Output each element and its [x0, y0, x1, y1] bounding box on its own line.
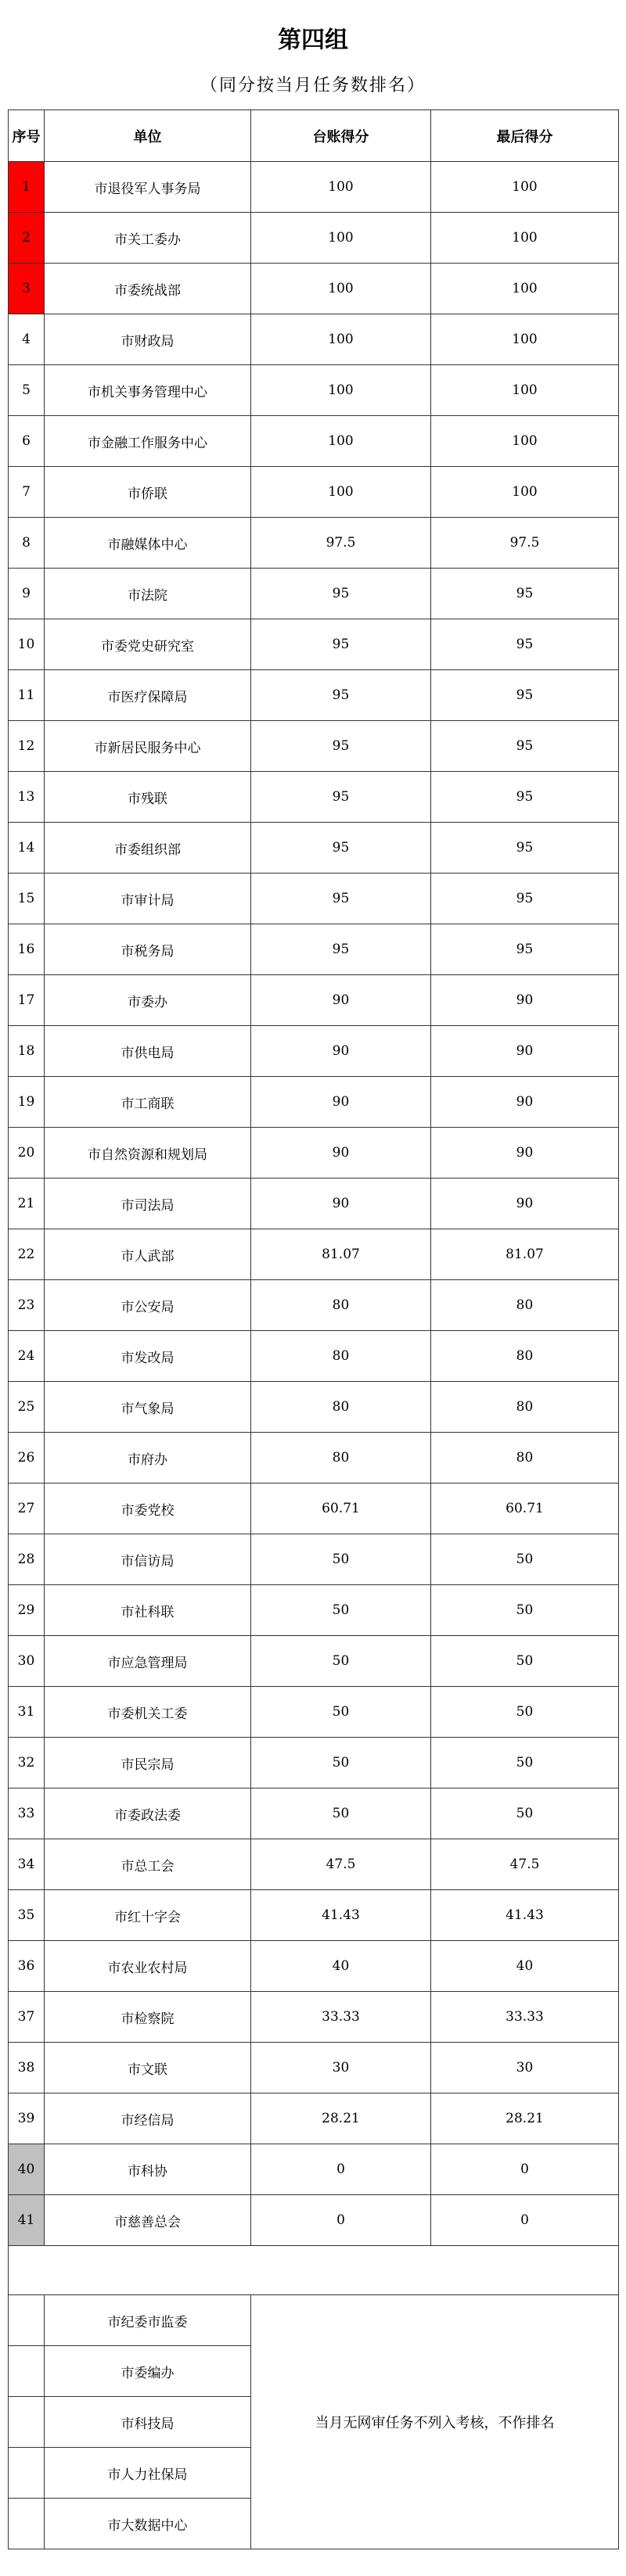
row-unit-cell: 市人武部 [45, 1229, 251, 1280]
row-unit-cell: 市文联 [45, 2043, 251, 2093]
row-seq-cell: 1 [9, 162, 45, 213]
row-ledger-score-cell: 100 [251, 162, 431, 213]
table-row [9, 1229, 619, 1280]
row-ledger-score-cell: 95 [251, 874, 431, 924]
table-row [9, 416, 619, 467]
row-final-score-cell: 100 [431, 365, 619, 416]
row-seq-cell: 23 [9, 1280, 45, 1331]
row-ledger-score-cell: 90 [251, 1128, 431, 1179]
row-seq-cell: 28 [9, 1534, 45, 1585]
row-seq-cell: 26 [9, 1433, 45, 1484]
row-final-score-cell: 47.5 [431, 1839, 619, 1890]
row-final-score-cell: 90 [431, 1179, 619, 1229]
row-unit-cell: 市检察院 [45, 1992, 251, 2043]
row-final-score-cell: 95 [431, 670, 619, 721]
unranked-seq-cell [9, 2397, 45, 2448]
row-unit-cell: 市新居民服务中心 [45, 721, 251, 772]
row-unit-cell: 市委党史研究室 [45, 619, 251, 670]
row-unit-cell: 市侨联 [45, 467, 251, 518]
row-seq-cell: 37 [9, 1992, 45, 2043]
row-seq-cell: 15 [9, 874, 45, 924]
row-unit-cell: 市司法局 [45, 1179, 251, 1229]
row-seq-cell: 10 [9, 619, 45, 670]
row-ledger-score-cell: 0 [251, 2195, 431, 2246]
table-row [9, 1128, 619, 1179]
unranked-seq-cell [9, 2295, 45, 2346]
unranked-unit-cell: 市人力社保局 [45, 2448, 251, 2499]
row-seq-cell: 18 [9, 1026, 45, 1077]
unranked-row [9, 2295, 619, 2346]
row-unit-cell: 市社科联 [45, 1585, 251, 1636]
table-row [9, 721, 619, 772]
row-seq-cell: 19 [9, 1077, 45, 1128]
row-ledger-score-cell: 40 [251, 1941, 431, 1992]
row-ledger-score-cell: 50 [251, 1788, 431, 1839]
row-ledger-score-cell: 100 [251, 213, 431, 264]
row-unit-cell: 市公安局 [45, 1280, 251, 1331]
row-ledger-score-cell: 50 [251, 1687, 431, 1738]
row-unit-cell: 市融媒体中心 [45, 518, 251, 569]
row-final-score-cell: 100 [431, 213, 619, 264]
table-row [9, 823, 619, 874]
row-final-score-cell: 41.43 [431, 1890, 619, 1941]
unranked-unit-cell: 市大数据中心 [45, 2499, 251, 2549]
row-seq-cell: 22 [9, 1229, 45, 1280]
row-seq-cell: 4 [9, 314, 45, 365]
row-ledger-score-cell: 95 [251, 721, 431, 772]
table-row [9, 2093, 619, 2144]
row-unit-cell: 市关工委办 [45, 213, 251, 264]
row-seq-cell: 30 [9, 1636, 45, 1687]
row-ledger-score-cell: 80 [251, 1433, 431, 1484]
table-row [9, 1534, 619, 1585]
row-ledger-score-cell: 41.43 [251, 1890, 431, 1941]
row-seq-cell: 12 [9, 721, 45, 772]
table-row [9, 569, 619, 619]
row-unit-cell: 市府办 [45, 1433, 251, 1484]
table-row [9, 213, 619, 264]
table-row [9, 1433, 619, 1484]
row-unit-cell: 市退役军人事务局 [45, 162, 251, 213]
row-ledger-score-cell: 100 [251, 416, 431, 467]
row-ledger-score-cell: 50 [251, 1585, 431, 1636]
row-seq-cell: 40 [9, 2144, 45, 2195]
table-row [9, 1941, 619, 1992]
row-final-score-cell: 90 [431, 1026, 619, 1077]
row-final-score-cell: 0 [431, 2195, 619, 2246]
row-seq-cell: 2 [9, 213, 45, 264]
score-table [8, 109, 619, 2549]
blank-cell [9, 2246, 619, 2295]
row-final-score-cell: 80 [431, 1331, 619, 1382]
table-row [9, 924, 619, 975]
row-seq-cell: 17 [9, 975, 45, 1026]
table-row [9, 1585, 619, 1636]
row-final-score-cell: 100 [431, 467, 619, 518]
row-final-score-cell: 28.21 [431, 2093, 619, 2144]
row-seq-cell: 5 [9, 365, 45, 416]
row-seq-cell: 33 [9, 1788, 45, 1839]
row-ledger-score-cell: 80 [251, 1331, 431, 1382]
row-ledger-score-cell: 80 [251, 1280, 431, 1331]
row-unit-cell: 市气象局 [45, 1382, 251, 1433]
row-unit-cell: 市信访局 [45, 1534, 251, 1585]
table-row [9, 1992, 619, 2043]
row-unit-cell: 市红十字会 [45, 1890, 251, 1941]
table-row [9, 874, 619, 924]
row-final-score-cell: 50 [431, 1687, 619, 1738]
header-ledger-score: 台账得分 [251, 110, 431, 162]
row-final-score-cell: 0 [431, 2144, 619, 2195]
table-row [9, 2195, 619, 2246]
row-ledger-score-cell: 28.21 [251, 2093, 431, 2144]
row-final-score-cell: 80 [431, 1280, 619, 1331]
row-unit-cell: 市发改局 [45, 1331, 251, 1382]
row-seq-cell: 29 [9, 1585, 45, 1636]
row-unit-cell: 市供电局 [45, 1026, 251, 1077]
row-ledger-score-cell: 90 [251, 975, 431, 1026]
table-row [9, 314, 619, 365]
row-unit-cell: 市审计局 [45, 874, 251, 924]
row-unit-cell: 市委党校 [45, 1484, 251, 1534]
row-ledger-score-cell: 95 [251, 823, 431, 874]
blank-row [9, 2246, 619, 2295]
row-final-score-cell: 50 [431, 1788, 619, 1839]
table-row [9, 1179, 619, 1229]
header-seq: 序号 [9, 110, 45, 162]
row-unit-cell: 市委办 [45, 975, 251, 1026]
page-title: 第四组 [278, 27, 348, 54]
unranked-note: 当月无网审任务不列入考核，不作排名 [251, 2295, 619, 2549]
table-body [9, 162, 619, 2549]
row-seq-cell: 21 [9, 1179, 45, 1229]
row-unit-cell: 市自然资源和规划局 [45, 1128, 251, 1179]
row-ledger-score-cell: 100 [251, 467, 431, 518]
row-final-score-cell: 80 [431, 1382, 619, 1433]
row-ledger-score-cell: 90 [251, 1026, 431, 1077]
table-row [9, 518, 619, 569]
table-row [9, 670, 619, 721]
unranked-seq-cell [9, 2448, 45, 2499]
row-final-score-cell: 95 [431, 874, 619, 924]
row-seq-cell: 38 [9, 2043, 45, 2093]
page-subtitle: （同分按当月任务数排名） [200, 76, 426, 95]
row-final-score-cell: 30 [431, 2043, 619, 2093]
row-final-score-cell: 100 [431, 162, 619, 213]
row-seq-cell: 16 [9, 924, 45, 975]
row-seq-cell: 25 [9, 1382, 45, 1433]
row-final-score-cell: 90 [431, 975, 619, 1026]
row-ledger-score-cell: 100 [251, 314, 431, 365]
row-seq-cell: 36 [9, 1941, 45, 1992]
row-final-score-cell: 90 [431, 1077, 619, 1128]
row-seq-cell: 27 [9, 1484, 45, 1534]
row-final-score-cell: 90 [431, 1128, 619, 1179]
row-seq-cell: 6 [9, 416, 45, 467]
row-unit-cell: 市法院 [45, 569, 251, 619]
row-final-score-cell: 95 [431, 619, 619, 670]
row-seq-cell: 24 [9, 1331, 45, 1382]
row-ledger-score-cell: 33.33 [251, 1992, 431, 2043]
row-seq-cell: 13 [9, 772, 45, 823]
table-row [9, 772, 619, 823]
row-seq-cell: 11 [9, 670, 45, 721]
header-final-score: 最后得分 [431, 110, 619, 162]
table-row [9, 2043, 619, 2093]
row-unit-cell: 市应急管理局 [45, 1636, 251, 1687]
table-row [9, 1738, 619, 1788]
row-final-score-cell: 81.07 [431, 1229, 619, 1280]
unranked-unit-cell: 市委编办 [45, 2346, 251, 2397]
row-ledger-score-cell: 100 [251, 264, 431, 314]
table-row [9, 1839, 619, 1890]
row-unit-cell: 市经信局 [45, 2093, 251, 2144]
row-final-score-cell: 95 [431, 772, 619, 823]
unranked-unit-cell: 市科技局 [45, 2397, 251, 2448]
row-ledger-score-cell: 81.07 [251, 1229, 431, 1280]
table-row [9, 162, 619, 213]
row-ledger-score-cell: 80 [251, 1382, 431, 1433]
row-seq-cell: 8 [9, 518, 45, 569]
row-final-score-cell: 50 [431, 1585, 619, 1636]
row-final-score-cell: 97.5 [431, 518, 619, 569]
row-unit-cell: 市税务局 [45, 924, 251, 975]
row-final-score-cell: 33.33 [431, 1992, 619, 2043]
row-unit-cell: 市残联 [45, 772, 251, 823]
row-final-score-cell: 50 [431, 1636, 619, 1687]
row-final-score-cell: 50 [431, 1534, 619, 1585]
row-ledger-score-cell: 95 [251, 670, 431, 721]
row-unit-cell: 市委组织部 [45, 823, 251, 874]
table-row [9, 1077, 619, 1128]
row-ledger-score-cell: 95 [251, 569, 431, 619]
table-row [9, 365, 619, 416]
row-final-score-cell: 100 [431, 314, 619, 365]
table-row [9, 1788, 619, 1839]
table-header-row [9, 110, 619, 162]
table-row [9, 1026, 619, 1077]
row-seq-cell: 34 [9, 1839, 45, 1890]
row-ledger-score-cell: 95 [251, 924, 431, 975]
row-final-score-cell: 50 [431, 1738, 619, 1788]
row-final-score-cell: 100 [431, 416, 619, 467]
row-seq-cell: 39 [9, 2093, 45, 2144]
table-row [9, 1484, 619, 1534]
row-ledger-score-cell: 50 [251, 1534, 431, 1585]
row-unit-cell: 市工商联 [45, 1077, 251, 1128]
row-final-score-cell: 40 [431, 1941, 619, 1992]
table-row [9, 1636, 619, 1687]
row-ledger-score-cell: 50 [251, 1636, 431, 1687]
unranked-unit-cell: 市纪委市监委 [45, 2295, 251, 2346]
row-unit-cell: 市农业农村局 [45, 1941, 251, 1992]
table-row [9, 1687, 619, 1738]
row-seq-cell: 20 [9, 1128, 45, 1179]
row-unit-cell: 市委政法委 [45, 1788, 251, 1839]
row-ledger-score-cell: 95 [251, 772, 431, 823]
row-seq-cell: 35 [9, 1890, 45, 1941]
row-unit-cell: 市委统战部 [45, 264, 251, 314]
row-ledger-score-cell: 30 [251, 2043, 431, 2093]
table-row [9, 975, 619, 1026]
table-row [9, 264, 619, 314]
row-ledger-score-cell: 90 [251, 1179, 431, 1229]
table-row [9, 1331, 619, 1382]
row-final-score-cell: 95 [431, 569, 619, 619]
row-seq-cell: 7 [9, 467, 45, 518]
row-ledger-score-cell: 100 [251, 365, 431, 416]
row-unit-cell: 市科协 [45, 2144, 251, 2195]
unranked-seq-cell [9, 2499, 45, 2549]
row-unit-cell: 市医疗保障局 [45, 670, 251, 721]
row-ledger-score-cell: 97.5 [251, 518, 431, 569]
unranked-seq-cell [9, 2346, 45, 2397]
row-unit-cell: 市财政局 [45, 314, 251, 365]
table-row [9, 467, 619, 518]
table-row [9, 1890, 619, 1941]
row-final-score-cell: 95 [431, 823, 619, 874]
row-final-score-cell: 95 [431, 721, 619, 772]
row-ledger-score-cell: 50 [251, 1738, 431, 1788]
row-ledger-score-cell: 0 [251, 2144, 431, 2195]
row-seq-cell: 14 [9, 823, 45, 874]
row-unit-cell: 市总工会 [45, 1839, 251, 1890]
row-ledger-score-cell: 47.5 [251, 1839, 431, 1890]
row-unit-cell: 市金融工作服务中心 [45, 416, 251, 467]
row-final-score-cell: 80 [431, 1433, 619, 1484]
row-final-score-cell: 95 [431, 924, 619, 975]
row-seq-cell: 31 [9, 1687, 45, 1738]
row-final-score-cell: 100 [431, 264, 619, 314]
table-row [9, 619, 619, 670]
row-unit-cell: 市民宗局 [45, 1738, 251, 1788]
table-row [9, 1280, 619, 1331]
row-seq-cell: 32 [9, 1738, 45, 1788]
row-unit-cell: 市委机关工委 [45, 1687, 251, 1738]
row-ledger-score-cell: 90 [251, 1077, 431, 1128]
row-ledger-score-cell: 95 [251, 619, 431, 670]
row-ledger-score-cell: 60.71 [251, 1484, 431, 1534]
row-unit-cell: 市慈善总会 [45, 2195, 251, 2246]
table-row [9, 1382, 619, 1433]
row-unit-cell: 市机关事务管理中心 [45, 365, 251, 416]
row-seq-cell: 41 [9, 2195, 45, 2246]
row-final-score-cell: 60.71 [431, 1484, 619, 1534]
table-row [9, 2144, 619, 2195]
row-seq-cell: 9 [9, 569, 45, 619]
header-unit: 单位 [45, 110, 251, 162]
row-seq-cell: 3 [9, 264, 45, 314]
